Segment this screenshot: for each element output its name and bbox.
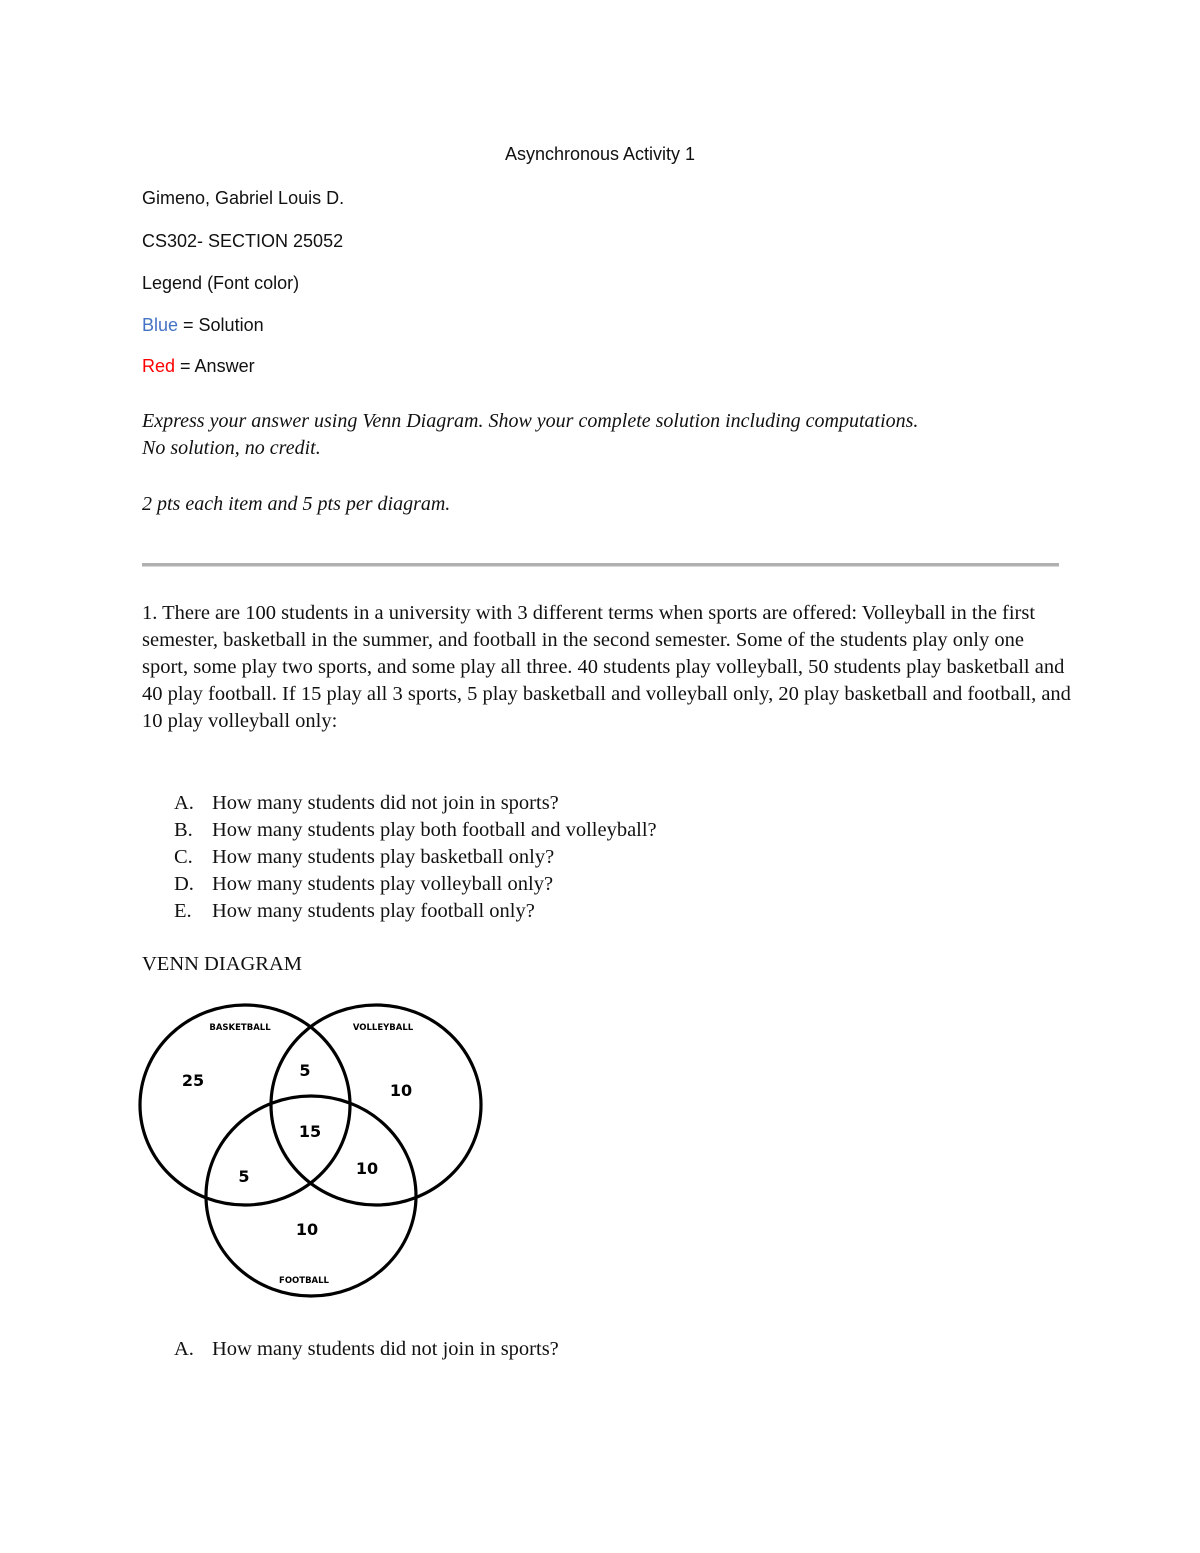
region-basketball-volleyball: 5 <box>299 1061 311 1080</box>
legend-blue-word: Blue <box>142 315 179 335</box>
horizontal-divider <box>142 563 1059 567</box>
venn-diagram <box>130 1000 500 1300</box>
question-e: E. How many students play football only? <box>174 900 535 922</box>
region-football-only: 10 <box>295 1220 319 1239</box>
region-all-three: 15 <box>298 1122 322 1141</box>
question-d: D. How many students play volleyball only? <box>174 873 554 895</box>
student-name: Gimeno, Gabriel Louis D. <box>142 188 345 208</box>
legend-red-text: = Answer <box>175 356 255 376</box>
question-a: A. How many students did not join in sports? <box>174 792 559 814</box>
question-c: C. How many students play basketball only? <box>174 846 555 868</box>
instructions-line-1: Express your answer using Venn Diagram. Show your complete solution including computations. <box>142 410 919 432</box>
football-label: FOOTBALL <box>279 1276 329 1286</box>
legend-title: Legend (Font color) <box>142 273 300 293</box>
question-b: B. How many students play both football and volleyball? <box>174 819 657 841</box>
course-section: CS302- SECTION 25052 <box>142 231 344 251</box>
legend-red <box>142 356 255 377</box>
legend-blue <box>142 315 264 336</box>
region-volleyball-only: 10 <box>389 1081 413 1100</box>
basketball-label: BASKETBALL <box>209 1023 271 1033</box>
answer-question-a: A. How many students did not join in sports? <box>174 1338 559 1360</box>
region-basketball-only: 25 <box>181 1071 205 1090</box>
region-volleyball-football: 10 <box>355 1159 379 1178</box>
volleyball-label: VOLLEYBALL <box>352 1023 414 1033</box>
legend-red-word: Red <box>142 356 176 376</box>
legend-blue-text: = Solution <box>178 315 264 335</box>
venn-heading: VENN DIAGRAM <box>142 953 303 975</box>
page-title: Asynchronous Activity 1 <box>504 144 696 164</box>
instructions-line-2: No solution, no credit. <box>142 437 321 459</box>
problem-text: 1. There are 100 students in a university with 3 different terms when sports are offered: Volleyball in the first semester, basketball in the summer, and football in the second semester. Some of the students play only one sport, some play two sports, and some play all three. 40 students play volleyball, 50 students play basketball and 40 play football. If 15 play all 3 sports, 5 play basketball and volleyball only, 20 play basketball and football, and 10 play volleyball only: <box>142 602 1071 732</box>
question-list <box>174 790 657 925</box>
points-note: 2 pts each item and 5 pts per diagram. <box>142 493 451 515</box>
region-basketball-football: 5 <box>238 1167 250 1186</box>
